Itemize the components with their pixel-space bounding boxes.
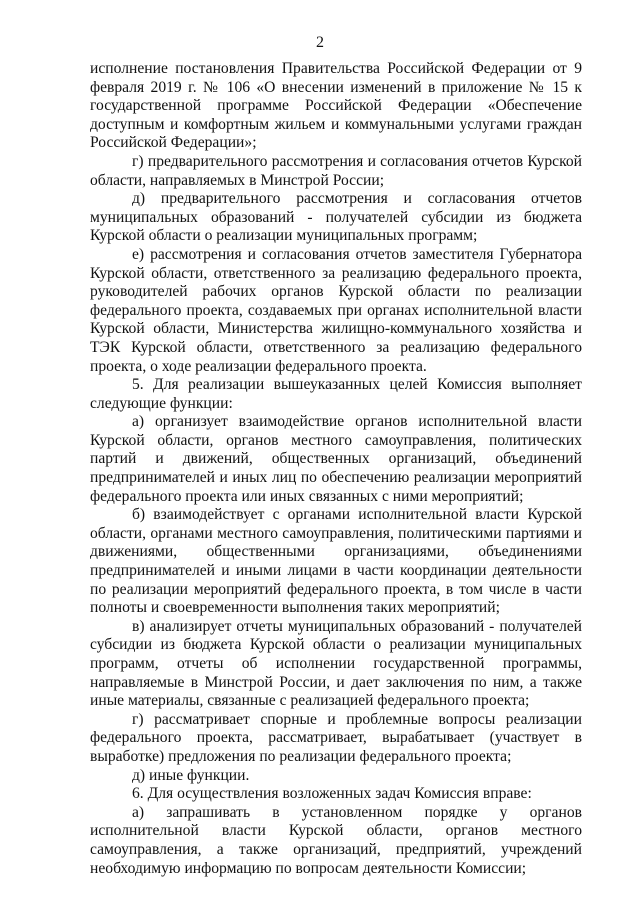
paragraph-item-e: е) рассмотрения и согласования отчетов заместителя Губернатора Курской области, ответственного за реализацию федерального проекта, руководителей рабочих органов Курской области по реализации федерального проекта, создаваемых при органах исполнительной власти Курской области, Министерства жилищно-коммунального хозяйства и ТЭК Курской области, ответственного за реализацию федерального проекта, о ходе реализации федерального проекта. <box>90 245 582 375</box>
paragraph-item-d: д) предварительного рассмотрения и согласования отчетов муниципальных образований - получателей субсидии из бюджета Курской области о реализации муниципальных программ; <box>90 190 582 245</box>
paragraph-item-d-2: д) иные функции. <box>132 766 250 784</box>
paragraph-item-g-2: г) рассматривает спорные и проблемные вопросы реализации федерального проекта, рассматривает, вырабатывает (участвует в выработке) предложения по реализации федерального проекта; <box>90 710 582 765</box>
paragraph-item-b: б) взаимодействует с органами исполнительной власти Курской области, органами местного самоуправления, политическими партиями и движениями, общественными организациями, объединениями предпринимателей и иными лицами в части координации деятельности по реализации мероприятий федерального проекта, в том числе в части полноты и своевременности выполнения таких мероприятий; <box>90 506 582 617</box>
paragraph-section-5: 5. Для реализации вышеуказанных целей Комиссия выполняет следующие функции: <box>90 376 582 412</box>
paragraph-item-g: г) предварительного рассмотрения и согласования отчетов Курской области, направляемых в Минстрой России; <box>90 152 582 189</box>
document-body <box>90 60 582 878</box>
paragraph-continuation: исполнение постановления Правительства Российской Федерации от 9 февраля 2019 г. № 106 «О внесении изменений в приложение № 15 к государственной программе Российской Федерации «Обеспечение доступным и комфортным жильем и коммунальными услугами граждан Российской Федерации»; <box>90 60 582 152</box>
page-number: 2 <box>316 34 324 51</box>
paragraph-item-a-2: а) запрашивать в установленном порядке у органов исполнительной власти Курской области, органов местного самоуправления, а также организаций, предприятий, учреждений необходимую информацию по вопросам деятельности Комиссии; <box>90 803 582 877</box>
paragraph-section-6: 6. Для осуществления возложенных задач Комиссия вправе: <box>132 785 532 803</box>
paragraph-item-a: а) организует взаимодействие органов исполнительной власти Курской области, органов местного самоуправления, политических партий и движений, общественных организаций, объединений предпринимателей и иных лиц по обеспечению реализации мероприятий федерального проекта или иных связанных с ними мероприятий; <box>90 413 582 505</box>
paragraph-item-v: в) анализирует отчеты муниципальных образований - получателей субсидии из бюджета Курской области о реализации муниципальных программ, отчеты об исполнении государственной программы, направляемые в Минстрой России, и дает заключения по ним, а также иные материалы, связанные с реализацией федерального проекта; <box>90 617 582 710</box>
